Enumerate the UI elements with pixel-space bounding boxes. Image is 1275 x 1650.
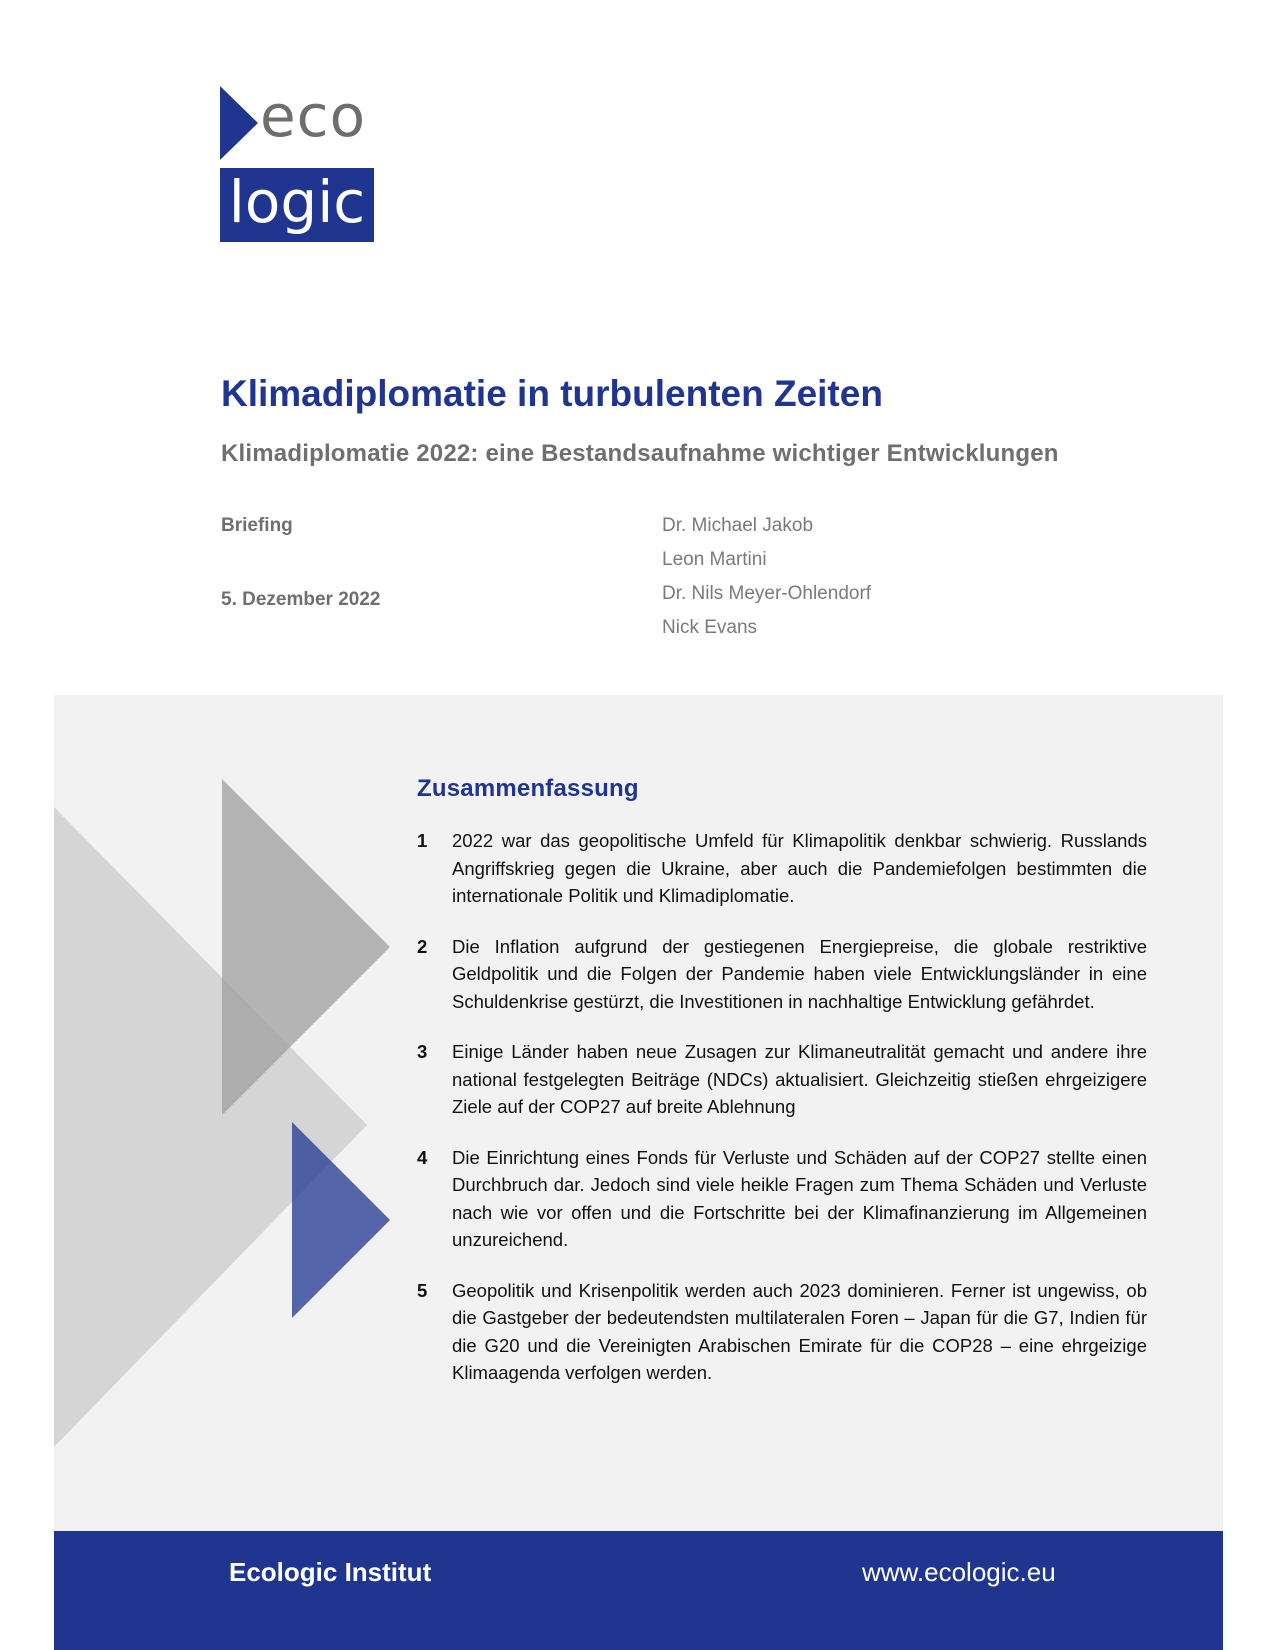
footer-website-link[interactable]: www.ecologic.eu bbox=[862, 1557, 1056, 1587]
author-name: Nick Evans bbox=[662, 617, 758, 638]
logo-logic-box bbox=[220, 168, 374, 242]
summary-item-number: 2 bbox=[417, 935, 428, 957]
summary-item-text: Die Einrichtung eines Fonds für Verluste und Schäden auf der COP27 stellte einen Durchbruch dar. Jedoch sind viele heikle Fragen zum Thema Schäden und Verluste nach wie vor offen und die Fortschritte bei der Klimafinanzierung im Allgemeinen unzureichend. bbox=[452, 1146, 1147, 1250]
logo-triangle-icon bbox=[220, 86, 260, 160]
document-date: 5. Dezember 2022 bbox=[221, 589, 381, 610]
summary-item bbox=[417, 1277, 1147, 1387]
logo-logic-text: logic bbox=[228, 168, 366, 236]
summary-heading: Zusammenfassung bbox=[417, 775, 639, 802]
footer-bar bbox=[54, 1531, 1223, 1650]
decorative-triangles bbox=[54, 695, 474, 1531]
summary-item-number: 1 bbox=[417, 830, 428, 851]
footer-organization: Ecologic Institut bbox=[229, 1557, 432, 1587]
summary-list bbox=[417, 827, 1147, 1410]
summary-item bbox=[417, 1144, 1147, 1254]
document-subtitle: Klimadiplomatie 2022: eine Bestandsaufnahme wichtiger Entwicklungen bbox=[221, 440, 1059, 467]
logo-eco-text: eco bbox=[260, 82, 367, 150]
summary-item bbox=[417, 827, 1147, 910]
summary-item-text: 2022 war das geopolitische Umfeld für Klimapolitik denkbar schwierig. Russlands Angriffskrieg gegen die Ukraine, aber auch die Pandemiefolgen bestimmten die internationale Politik und Klimadiplomatie. bbox=[452, 830, 1147, 906]
document-title: Klimadiplomatie in turbulenten Zeiten bbox=[221, 373, 883, 414]
author-name: Dr. Michael Jakob bbox=[662, 515, 814, 536]
summary-item-number: 3 bbox=[417, 1041, 428, 1062]
document-type: Briefing bbox=[221, 515, 293, 536]
summary-item-number: 5 bbox=[417, 1279, 428, 1301]
summary-item-number: 4 bbox=[417, 1146, 428, 1168]
summary-item-text: Die Inflation aufgrund der gestiegenen Energiepreise, die globale restriktive Geldpolitik und die Folgen der Pandemie haben viele Entwicklungsländer in eine Schuldenkrise gestürzt, die Investitionen in nachhaltige Entwicklung gefährdet. bbox=[452, 935, 1147, 1012]
author-list bbox=[662, 515, 871, 651]
summary-item bbox=[417, 1038, 1147, 1121]
author-name: Dr. Nils Meyer-Ohlendorf bbox=[662, 583, 872, 604]
summary-panel bbox=[54, 695, 1223, 1531]
summary-item-text: Geopolitik und Krisenpolitik werden auch 2023 dominieren. Ferner ist ungewiss, ob die Gastgeber der bedeutendsten multilateralen Foren – Japan für die G7, Indien für die G20 und die Vereinigten Arabischen Emirate für die COP28 – eine ehrgeizige Klimaagenda verfolgen werden. bbox=[452, 1279, 1147, 1383]
summary-item bbox=[417, 933, 1147, 1016]
summary-item-text: Einige Länder haben neue Zusagen zur Klimaneutralität gemacht und andere ihre national festgelegten Beiträge (NDCs) aktualisiert. Gleichzeitig stießen ehrgeizigere Ziele auf der COP27 auf breite Ablehnung bbox=[452, 1041, 1147, 1117]
ecologic-logo bbox=[220, 82, 380, 242]
author-name: Leon Martini bbox=[662, 549, 767, 570]
